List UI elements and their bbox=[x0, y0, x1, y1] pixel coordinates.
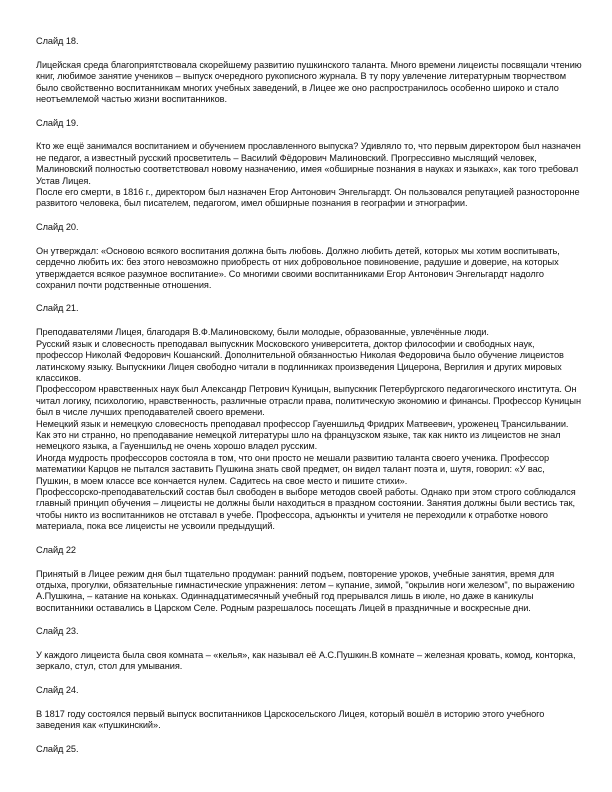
slide-paragraph: Лицейская среда благоприятствовала скорейшему развитию пушкинского таланта. Много времени лицеисты посвящали чтению книг, любимое занятие учеников – выпуск очередного рукописного журнала. В ту пору увлечение литературным творчеством было свойственно воспитанникам многих учебных заведений, в Лицее же оно распространилось особенно широко и стало неотъемлемой частью жизни воспитанников. bbox=[36, 59, 582, 105]
slide-label: Слайд 23. bbox=[36, 626, 79, 637]
slide-paragraph: Преподавателями Лицея, благодаря В.Ф.Малиновскому, были молодые, образованные, увлечённые люди. bbox=[36, 327, 489, 338]
slide-section bbox=[36, 222, 582, 292]
slide-label: Слайд 21. bbox=[36, 303, 79, 314]
slide-label: Слайд 20. bbox=[36, 221, 79, 232]
slide-section bbox=[36, 303, 582, 532]
slide-label: Слайд 22 bbox=[36, 544, 76, 555]
slide-label: Слайд 25. bbox=[36, 743, 79, 754]
slide-section bbox=[36, 626, 582, 673]
slide-section bbox=[36, 118, 582, 210]
slide-section bbox=[36, 744, 582, 755]
slide-paragraph: Он утверждал: «Основою всякого воспитания должна быть любовь. Должно любить детей, которых мы хотим воспитывать, сердечно любить их: без этого невозможно приобресть от них добровольное повиновение, радушие и доверие, на которых утверждается всякое разумное воспитание». Со многими своими воспитанниками Егор Антонович Энгельгардт надолго сохранил почти родственные отношения. bbox=[36, 245, 560, 290]
slide-paragraph: Немецкий язык и немецкую словесность преподавал профессор Гауеншильд Фридрих Матвеевич, уроженец Трансильвании. Как это ни странно, но преподавание немецкой литературы шло на французском языке, так как никто из лицеистов не знал немецкого языка, а Гауеншильд не очень хорошо владел русским. bbox=[36, 418, 569, 452]
slide-paragraph: После его смерти, в 1816 г., директором был назначен Егор Антонович Энгельгардт. Он пользовался репутацией разносторонне развитого человека, был писателем, педагогом, имел обширные познания в географии и этнографии. bbox=[36, 187, 580, 209]
slide-paragraph: Принятый в Лицее режим дня был тщательно продуман: ранний подъем, повторение уроков, учебные занятия, время для отдыха, прогулки, обязательные гимнастические упражнения: летом – купание, зимой, "окрылив ноги железом", по выражению А.Пушкина, – катание на коньках. Одиннадцатимесячный учебный год прерывался лишь в июле, но даже в каникулы воспитанники оставались в Царском Селе. Родным разрешалось посещать Лицей в праздничные и воскресные дни. bbox=[36, 568, 575, 613]
document-text bbox=[36, 36, 582, 768]
slide-section bbox=[36, 545, 582, 615]
slide-paragraph: Профессором нравственных наук был Александр Петрович Куницын, выпускник Петербургского педагогического института. Он читал логику, психологию, нравственность, различные отрасли права, политическую экономию и финансы. Профессор Куницын был в числе лучших преподавателей своего времени. bbox=[36, 384, 581, 418]
slide-label: Слайд 24. bbox=[36, 684, 79, 695]
slide-paragraph: Кто же ещё занимался воспитанием и обучением прославленного выпуска? Удивляло то, что первым директором был назначен не педагог, а известный русский просветитель – Василий Фёдорович Малиновский. Прогрессивно мыслящий человек, Малиновский полностью соответствовал новому назначению, имея «обширные познания в науках и языках», как того требовал Устав Лицея. bbox=[36, 141, 581, 186]
slide-paragraph: В 1817 году состоялся первый выпуск воспитанников Царскосельского Лицея, который вошёл в историю этого учебного заведения как «пушкинский». bbox=[36, 708, 545, 731]
slide-paragraph: Иногда мудрость профессоров состояла в том, что они просто не мешали развитию таланта своего ученика. Профессор математики Карцов не пытался заставить Пушкина знать свой предмет, он видел талант поэта и, шутя, говорил: «У вас, Пушкин, в моем классе все кончается нулем. Садитесь на свое место и пишите стихи». bbox=[36, 452, 550, 486]
slide-section bbox=[36, 36, 582, 106]
slide-label: Слайд 18. bbox=[36, 36, 79, 46]
slide-paragraph: Профессорско-преподавательский состав был свободен в выборе методов своей работы. Однако при этом строго соблюдался главный принцип обучения – лицеисты не должны были находиться в праздном состоянии. Занятия должны были вестись так, чтобы никто из воспитанников не отставал в учебе. Профессора, адъюнкты и учителя не переходили к отработке нового материала, пока все лицеисты не усвоили предыдущий. bbox=[36, 487, 576, 532]
slide-paragraph: Русский язык и словесность преподавал выпускник Московского университета, доктор философии и свободных наук, профессор Николай Федорович Кошанский. Дополнительной обязанностью Николая Федоровича было обучение лицеистов латинскому языку. Выпускники Лицея свободно читали в подлинниках произведения Цицерона, Вергилия и других мировых классиков. bbox=[36, 338, 564, 383]
slide-label: Слайд 19. bbox=[36, 117, 79, 128]
slide-section bbox=[36, 685, 582, 732]
slide-paragraph: У каждого лицеиста была своя комната – «келья», как называл её А.С.Пушкин.В комнате – железная кровать, комод, конторка, зеркало, стул, стол для умывания. bbox=[36, 650, 576, 672]
